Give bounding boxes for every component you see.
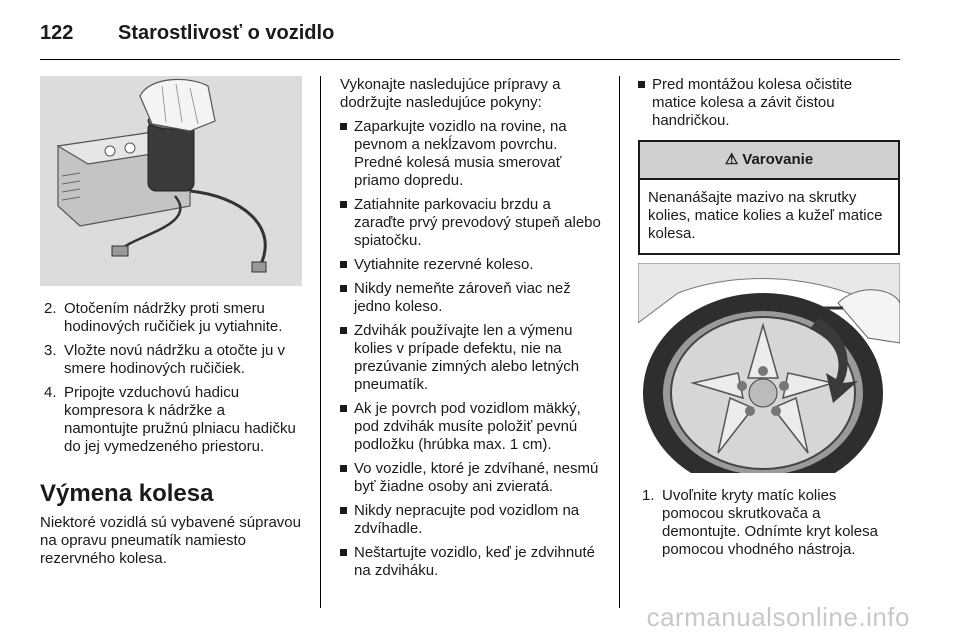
cleaning-list [638,76,900,130]
warning-triangle-icon: ⚠ [724,151,739,168]
list-item: 3. Vložte novú nádržku a otočte ju v smere hodinových ručičiek. [44,342,285,377]
instructions-intro: Vykonajte nasledujúce prípravy a dodržujte nasledujúce pokyny: [340,76,561,111]
warning-title: Varovanie [742,151,814,168]
section-heading: Výmena kolesa [40,480,214,507]
list-item: Nikdy nemeňte zároveň viac než jedno koleso. [340,280,602,316]
precautions-list [340,118,602,580]
list-item: Vytiahnite rezervné koleso. [340,256,602,274]
watermark: carmanualsonline.info [646,602,910,632]
column-divider [320,76,321,608]
warning-header [640,142,898,180]
column-divider [619,76,620,608]
compressor-drawing [40,76,302,286]
list-item: Nikdy nepracujte pod vozidlom na zdvíhadle. [340,502,602,538]
column-2 [340,76,602,586]
column-3 [638,76,900,565]
list-item: 1. Uvoľnite kryty matíc kolies pomocou skrutkovača a demontujte. Odnímte kryt kolesa pomocou vhodného nástroja. [642,487,878,558]
step-list [638,487,900,559]
list-item: Zatiahnite parkovaciu brzdu a zaraďte prvý prevodový stupeň alebo spiatočku. [340,196,602,250]
list-item: Pred montážou kolesa očistite matice kolesa a závit čistou handričkou. [638,76,900,130]
page-header [40,18,334,48]
column-1 [40,76,302,568]
list-item: Zdvihák používajte len a výmenu kolies v prípade defektu, nie na prezúvanie zimných alebo letných pneumatík. [340,322,602,394]
step-list [40,300,302,456]
compressor-illustration [40,76,302,286]
list-item: Vo vozidle, ktoré je zdvíhané, nesmú byť žiadne osoby ani zvieratá. [340,460,602,496]
section-intro: Niektoré vozidlá sú vybavené súpravou na opravu pneumatík namiesto rezervného kolesa. [40,514,301,567]
page-number: 122 [40,21,74,44]
header-divider [40,59,900,60]
page-title: Starostlivosť o vozidlo [118,21,335,44]
list-item: 2. Otočením nádržky proti smeru hodinových ručičiek ju vytiahnite. [44,300,283,335]
warning-text: Nenanášajte mazivo na skrutky kolies, matice kolies a kužeľ matice kolesa. [648,189,883,242]
wheel-drawing [638,263,900,473]
wheel-cover-illustration [638,263,900,473]
warning-box [638,140,900,255]
list-item: 4. Pripojte vzduchovú hadicu kompresora k nádržke a namontujte pružnú plniacu hadičku do jej vymedzeného priestoru. [44,384,296,455]
list-item: Ak je povrch pod vozidlom mäkký, pod zdvihák musíte položiť pevnú podložku (hrúbka max. 1 cm). [340,400,602,454]
list-item: Zaparkujte vozidlo na rovine, na pevnom a nekĺzavom povrchu. Predné kolesá musia smerovať priamo dopredu. [340,118,602,190]
list-item: Neštartujte vozidlo, keď je zdvihnuté na zdviháku. [340,544,602,580]
